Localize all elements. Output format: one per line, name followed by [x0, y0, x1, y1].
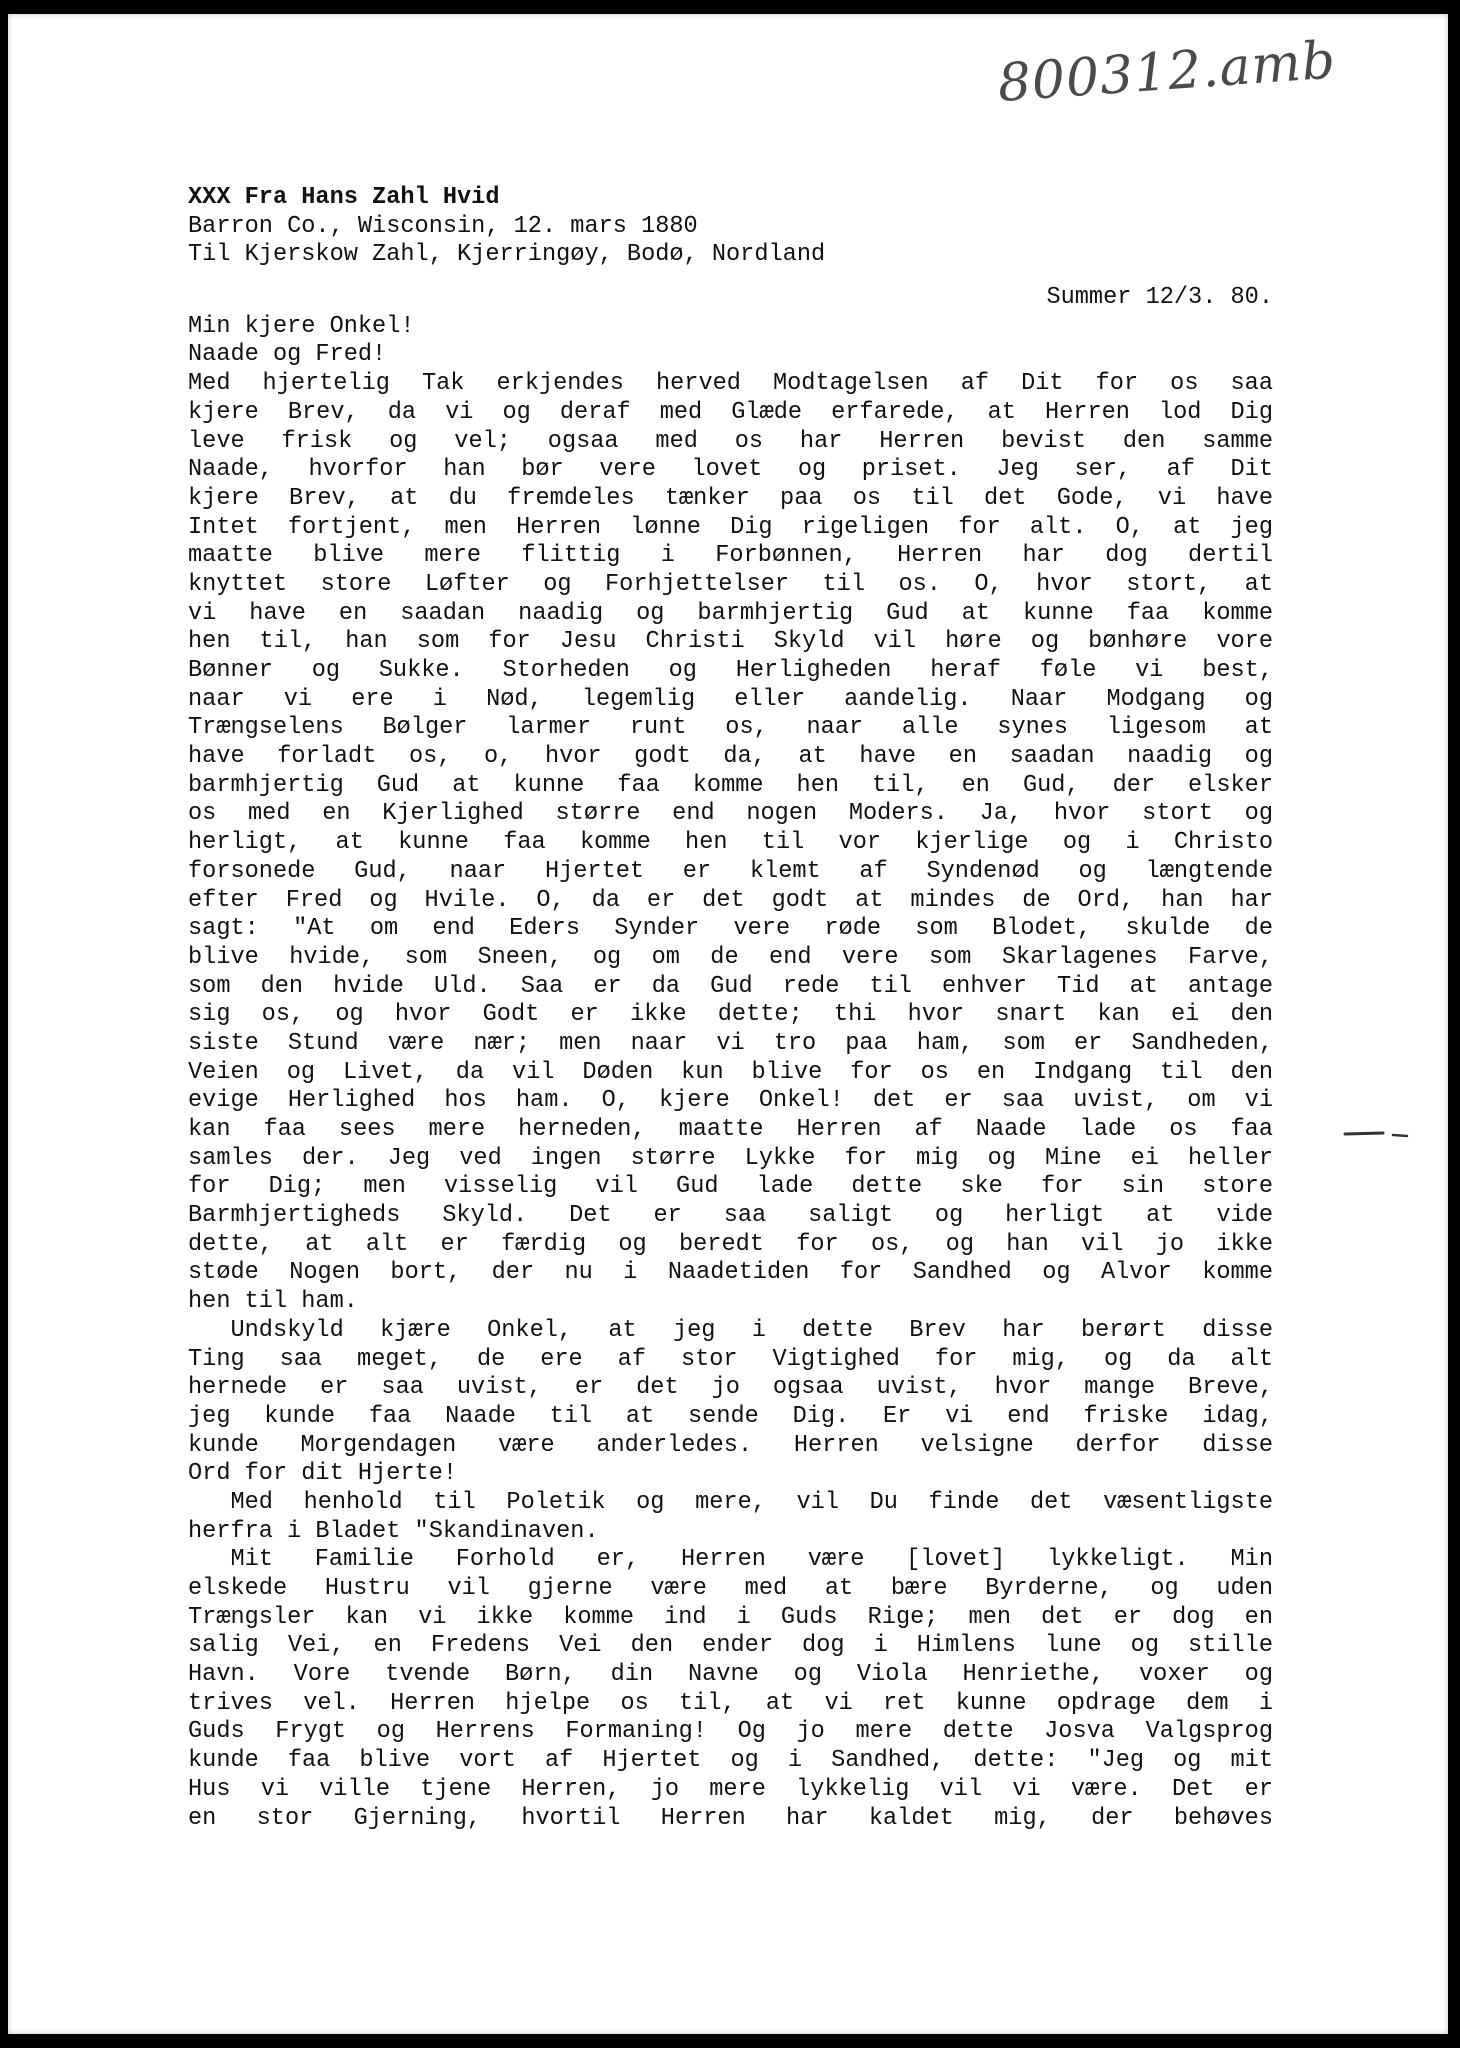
body-line: herfra i Bladet "Skandinaven.: [188, 1517, 599, 1545]
body-line: naar vi ere i Nød, legemlig eller aandelig. Naar Modgang og: [188, 685, 1273, 713]
document-page: [8, 14, 1448, 2034]
body-line: sig os, og hvor Godt er ikke dette; thi hvor snart kan ei den: [188, 1001, 1273, 1029]
body-line: efter Fred og Hvile. O, da er det godt at mindes de Ord, han har: [188, 886, 1273, 914]
body-line: Havn. Vore tvende Børn, din Navne og Viola Henriethe, voxer og: [188, 1661, 1273, 1689]
body-line: knyttet store Løfter og Forhjettelser til os. O, hvor stort, at: [188, 570, 1273, 598]
body-line: sagt: "At om end Eders Synder vere røde som Blodet, skulde de: [188, 915, 1273, 943]
body-line: Guds Frygt og Herrens Formaning! Og jo mere dette Josva Valgsprog: [188, 1718, 1273, 1746]
recipient: Til Kjerskow Zahl, Kjerringøy, Bodø, Nordland: [188, 241, 826, 269]
body-line: Ord for dit Hjerte!: [188, 1460, 458, 1488]
body-line: herligt, at kunne faa komme hen til vor kjerlige og i Christo: [188, 829, 1273, 857]
letter-date: Summer 12/3. 80.: [1046, 284, 1273, 312]
body-line: Mit Familie Forhold er, Herren være [lovet] lykkeligt. Min: [230, 1546, 1273, 1574]
body-line: Undskyld kjære Onkel, at jeg i dette Brev har berørt disse: [230, 1316, 1273, 1344]
body-line: Med hjertelig Tak erkjendes herved Modtagelsen af Dit for os saa: [188, 370, 1273, 398]
body-line: samles der. Jeg ved ingen større Lykke for mig og Mine ei heller: [188, 1144, 1273, 1172]
body-line: barmhjertig Gud at kunne faa komme hen til, en Gud, der elsker: [188, 771, 1273, 799]
body-line: Ting saa meget, de ere af stor Vigtighed for mig, og da alt: [188, 1345, 1273, 1373]
body-line: jeg kunde faa Naade til at sende Dig. Er vi end friske idag,: [188, 1402, 1273, 1430]
body-line: Naade, hvorfor han bør vere lovet og priset. Jeg ser, af Dit: [188, 456, 1273, 484]
body-line: kjere Brev, at du fremdeles tænker paa os til det Gode, vi have: [188, 484, 1273, 512]
body-line: Bønner og Sukke. Storheden og Herligheden heraf føle vi best,: [188, 657, 1273, 684]
body-line: kan faa sees mere herneden, maatte Herren af Naade lade os faa: [188, 1116, 1273, 1143]
letter-text: [188, 184, 1273, 1833]
body-line: en stor Gjerning, hvortil Herren har kaldet mig, der behøves: [188, 1804, 1273, 1832]
letter-body: [188, 370, 1273, 1833]
body-line: Trængsler kan vi ikke komme ind i Guds Rige; men det er dog en: [188, 1603, 1273, 1631]
greeting: Naade og Fred!: [188, 341, 387, 369]
body-line: vi have en saadan naadig og barmhjertig Gud at kunne faa komme: [188, 599, 1273, 627]
body-line: elskede Hustru vil gjerne være med at bære Byrderne, og uden: [188, 1575, 1273, 1602]
body-line: have forladt os, o, hvor godt da, at have en saadan naadig og: [188, 743, 1273, 771]
body-line: dette, at alt er færdig og beredt for os, og han vil jo ikke: [188, 1230, 1273, 1258]
body-line: som den hvide Uld. Saa er da Gud rede til enhver Tid at antage: [188, 972, 1273, 1000]
body-line: støde Nogen bort, der nu i Naadetiden for Sandhed og Alvor komme: [188, 1259, 1273, 1287]
body-line: kjere Brev, da vi og deraf med Glæde erfarede, at Herren lod Dig: [188, 398, 1273, 426]
body-line: kunde faa blive vort af Hjertet og i Sandhed, dette: "Jeg og mit: [188, 1747, 1273, 1775]
body-line: hen til, han som for Jesu Christi Skyld vil høre og bønhøre vore: [188, 628, 1273, 656]
body-line: maatte blive mere flittig i Forbønnen, Herren har dog dertil: [188, 542, 1273, 570]
margin-dash-mark: [1343, 1128, 1413, 1140]
body-line: salig Vei, en Fredens Vei den ender dog i Himlens lune og stille: [188, 1632, 1273, 1660]
salutation: Min kjere Onkel!: [188, 312, 415, 340]
spacer: [188, 270, 1273, 284]
body-line: blive hvide, som Sneen, og om de end vere som Skarlagenes Farve,: [188, 943, 1273, 971]
body-line: Intet fortjent, men Herren lønne Dig rigeligen for alt. O, at jeg: [188, 513, 1273, 541]
body-line: os med en Kjerlighed større end nogen Moders. Ja, hvor stort og: [188, 800, 1273, 828]
body-line: evige Herlighed hos ham. O, kjere Onkel! det er saa uvist, om vi: [188, 1087, 1273, 1115]
letter-heading: XXX Fra Hans Zahl Hvid: [188, 184, 500, 211]
body-line: Barmhjertigheds Skyld. Det er saa saligt og herligt at vide: [188, 1202, 1273, 1230]
body-line: forsonede Gud, naar Hjertet er klemt af Syndenød og længtende: [188, 857, 1273, 885]
body-line: hernede er saa uvist, er det jo ogsaa uvist, hvor mange Breve,: [188, 1374, 1273, 1402]
body-line: siste Stund være nær; men naar vi tro paa ham, som er Sandheden,: [188, 1029, 1273, 1057]
body-line: hen til ham.: [188, 1288, 358, 1316]
archive-mark: 800312.amb: [995, 30, 1338, 114]
body-line: for Dig; men visselig vil Gud lade dette ske for sin store: [188, 1173, 1273, 1201]
body-line: Trængselens Bølger larmer runt os, naar alle synes ligesom at: [188, 714, 1273, 742]
body-line: kunde Morgendagen være anderledes. Herren velsigne derfor disse: [188, 1431, 1273, 1459]
body-line: Med henhold til Poletik og mere, vil Du finde det væsentligste: [230, 1488, 1273, 1516]
place-date: Barron Co., Wisconsin, 12. mars 1880: [188, 212, 698, 240]
body-line: leve frisk og vel; ogsaa med os har Herren bevist den samme: [188, 427, 1273, 455]
body-line: trives vel. Herren hjelpe os til, at vi ret kunne opdrage dem i: [188, 1689, 1273, 1717]
body-line: Hus vi ville tjene Herren, jo mere lykkelig vil vi være. Det er: [188, 1775, 1273, 1803]
body-line: Veien og Livet, da vil Døden kun blive for os en Indgang til den: [188, 1058, 1273, 1086]
